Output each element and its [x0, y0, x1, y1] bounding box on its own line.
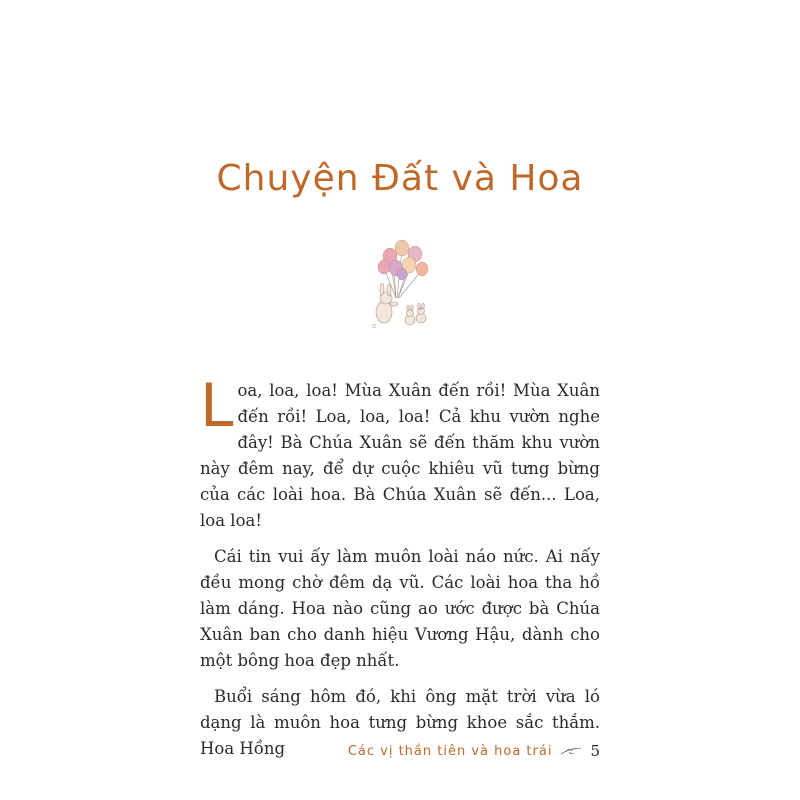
story-text	[200, 371, 600, 772]
page-number: 5	[590, 742, 600, 760]
leaf-ornament-icon	[560, 745, 582, 757]
paragraph-2: Cái tin vui ấy làm muôn loài náo nức. Ai nấy đều mong chờ đêm dạ vũ. Các loài hoa tha hồ làm dáng. Hoa nào cũng ao ước được bà Chúa Xuân ban cho danh hiệu Vương Hậu, dành cho một bông hoa đẹp nhất.	[200, 547, 600, 670]
chapter-title: Chuyện Đất và Hoa	[216, 158, 584, 199]
paragraph-1-text: oa, loa, loa! Mùa Xuân đến rồi! Mùa Xuân đến rồi! Loa, loa, loa! Cả khu vườn nghe đây! Bà Chúa Xuân sẽ đến thăm khu vườn này đêm nay, để dự cuộc khiêu vũ tưng bừng của các loài hoa. Bà Chúa Xuân sẽ đến... Loa, loa loa!	[200, 381, 600, 530]
paragraph-3: Buổi sáng hôm đó, khi ông mặt trời vừa ló dạng là muôn hoa tưng bừng khoe sắc thắm. Hoa Hồng	[200, 687, 600, 758]
bunnies-with-balloons-icon	[360, 236, 440, 336]
drop-cap-letter: L	[200, 371, 234, 441]
paragraph-1	[200, 371, 600, 534]
page-footer	[300, 742, 600, 760]
footer-book-title: Các vị thần tiên và hoa trái	[347, 743, 553, 759]
